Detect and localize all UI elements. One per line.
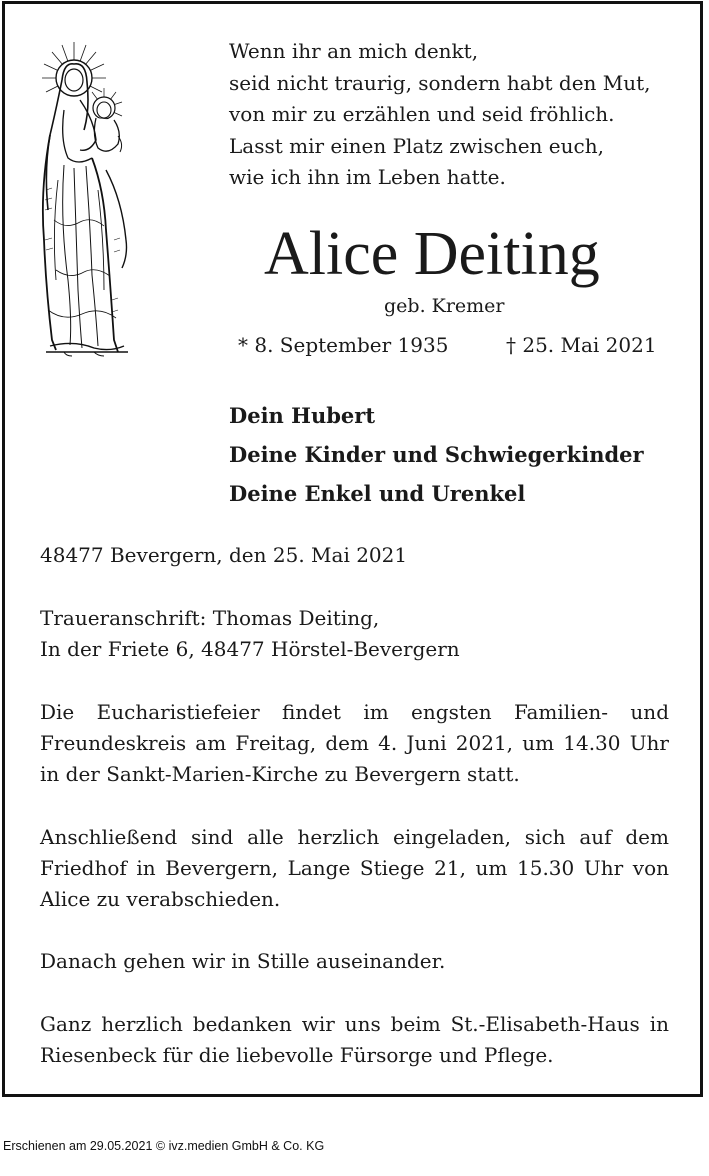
poem bbox=[229, 36, 651, 194]
address-line: In der Friete 6, 48477 Hörstel-Bevergern bbox=[40, 637, 460, 661]
silence-paragraph: Danach gehen wir in Stille auseinander. bbox=[40, 949, 446, 973]
poem-line: Lasst mir einen Platz zwischen euch, bbox=[229, 133, 604, 158]
maiden-name: geb. Kremer bbox=[384, 295, 505, 317]
address-line: Traueranschrift: Thomas Deiting, bbox=[40, 606, 380, 630]
mourner-line: Deine Kinder und Schwiegerkinder bbox=[229, 442, 644, 467]
deceased-name: Alice Deiting bbox=[264, 220, 600, 288]
madonna-and-child-icon bbox=[34, 40, 134, 358]
publication-footer: Erschienen am 29.05.2021 © ivz.medien GmbH & Co. KG bbox=[3, 1139, 325, 1153]
mourning-address bbox=[40, 603, 669, 665]
birth-date: * 8. September 1935 bbox=[238, 333, 449, 357]
poem-line: wie ich ihn im Leben hatte. bbox=[229, 165, 506, 189]
mass-paragraph: Die Eucharistiefeier findet im engsten Familien- und Freundeskreis am Freitag, dem 4. Juni 2021, um 14.30 Uhr in der Sankt-Marien-Kirche zu Bevergern statt. bbox=[40, 700, 669, 786]
mourner-line: Deine Enkel und Urenkel bbox=[229, 481, 526, 506]
burial-paragraph: Anschließend sind alle herzlich eingeladen, sich auf dem Friedhof in Bevergern, Lange Stiege 21, um 15.30 Uhr von Alice zu verabschieden. bbox=[40, 825, 669, 911]
thanks-paragraph: Ganz herzlich bedanken wir uns beim St.-Elisabeth-Haus in Riesenbeck für die liebevolle Fürsorge und Pflege. bbox=[40, 1012, 669, 1067]
poem-line: Wenn ihr an mich denkt, bbox=[229, 39, 479, 63]
poem-line: von mir zu erzählen und seid fröhlich. bbox=[229, 102, 615, 126]
poem-line: seid nicht traurig, sondern habt den Mut, bbox=[229, 70, 651, 95]
place-date: 48477 Bevergern, den 25. Mai 2021 bbox=[40, 543, 408, 567]
death-date: † 25. Mai 2021 bbox=[506, 333, 657, 357]
mourners-list bbox=[229, 396, 644, 513]
mourner-line: Dein Hubert bbox=[229, 403, 376, 428]
